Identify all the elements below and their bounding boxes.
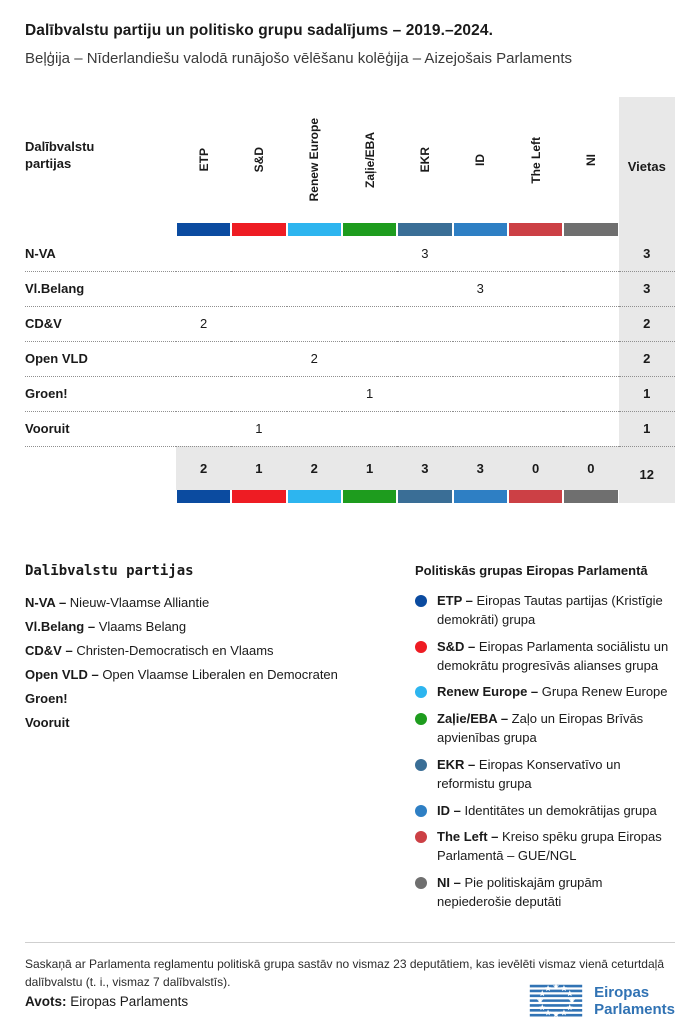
group-color-bar [564,223,617,236]
seat-cell [342,271,397,306]
seat-cell [563,341,618,376]
seat-cell [287,306,342,341]
seat-cell [397,411,452,446]
seats-cell: 1 [619,411,675,446]
seat-cell: 1 [342,376,397,411]
total-cell: 2 [176,446,231,490]
seat-cell [397,306,452,341]
table-row [25,376,675,411]
page-title: Dalībvalstu partiju un politisko grupu sadalījums – 2019.–2024. [25,22,493,39]
group-column-header: NI [583,154,598,166]
footnote-text: Saskaņā ar Parlamenta reglamentu politiskā grupa sastāv no vismaz 23 deputātiem, kas ievēlēti vismaz vienā ceturtdaļā dalībvalstu (t. i., vismaz 7 dalībvalstīs). [25,956,664,989]
seat-cell [176,411,231,446]
seat-cell: 2 [287,341,342,376]
group-header-row [25,97,675,223]
group-color-bar [288,223,341,236]
group-legend-item: The Left – Kreiso spēku grupa Eiropas Parlamentā – GUE/NGL [415,828,675,866]
group-legend-item: ID – Identitātes un demokrātijas grupa [415,802,675,821]
group-column-header: EKR [417,147,432,173]
group-color-dot [415,595,427,607]
legends-section [25,563,675,920]
seat-cell [508,341,563,376]
group-color-dot [415,831,427,843]
parties-legend-heading: Dalībvalstu partijas [25,563,194,579]
group-color-dot [415,641,427,653]
total-cell: 1 [342,446,397,490]
source-value: Eiropas Parlaments [70,993,189,1009]
seat-cell [453,341,508,376]
group-legend-item: EKR – Eiropas Konservatīvo un reformistu grupa [415,756,675,794]
group-color-bar [398,490,451,503]
seat-cell [563,306,618,341]
total-cell: 0 [508,446,563,490]
table-row [25,341,675,376]
table-row [25,271,675,306]
party-legend-item: CD&V – Christen-Democratisch en Vlaams [25,643,274,658]
group-color-dot [415,713,427,725]
party-name: Groen! [25,376,176,411]
group-column-header: ETP [196,148,211,172]
table-row [25,411,675,446]
seats-table [25,97,675,503]
seat-cell [563,411,618,446]
group-column-header: ID [473,154,488,166]
seats-cell: 2 [619,341,675,376]
party-name: Vl.Belang [25,271,176,306]
seat-cell [287,271,342,306]
seat-cell [176,236,231,271]
source-label: Avots: [25,993,67,1009]
group-color-bar [398,223,451,236]
total-cell: 0 [563,446,618,490]
seat-cell: 3 [453,271,508,306]
seat-cell [231,271,286,306]
page-subtitle: Beļģija – Nīderlandiešu valodā runājošo vēlēšanu kolēģija – Aizejošais Parlaments [25,50,572,67]
party-name: Open VLD [25,341,176,376]
seat-cell [563,376,618,411]
seat-cell [397,271,452,306]
group-column-header: S&D [251,147,266,173]
group-color-dot [415,686,427,698]
group-color-bar [454,490,507,503]
european-parliament-logo [527,979,675,1023]
group-legend-item: S&D – Eiropas Parlamenta sociālistu un demokrātu progresīvās alianses grupa [415,638,675,676]
seat-cell [508,376,563,411]
seat-cell [453,306,508,341]
seat-cell [342,236,397,271]
seat-cell [508,306,563,341]
seats-cell: 3 [619,236,675,271]
group-color-bar [177,223,230,236]
group-color-bar [509,223,562,236]
group-color-bar [177,490,230,503]
table-row [25,306,675,341]
party-legend-item: Vl.Belang – Vlaams Belang [25,619,187,634]
groups-legend-heading: Politiskās grupas Eiropas Parlamentā [415,563,648,578]
seat-cell [563,271,618,306]
group-color-bar [288,490,341,503]
parties-legend [25,563,415,920]
corner-label: Dalībvalstu partijas [25,139,95,171]
party-name: N-VA [25,236,176,271]
seat-cell [287,411,342,446]
party-legend-item: Open VLD – Open Vlaamse Liberalen en Democraten [25,667,338,682]
table-row [25,236,675,271]
seat-cell: 1 [231,411,286,446]
group-column-header: The Left [528,136,543,184]
total-seats-cell: 12 [619,446,675,503]
group-color-bar [343,490,396,503]
total-cell: 3 [397,446,452,490]
seat-cell [176,271,231,306]
footer-color-bars [25,490,675,503]
group-color-bar [454,223,507,236]
totals-row [25,446,675,490]
seat-cell: 2 [176,306,231,341]
seat-cell [287,236,342,271]
party-legend-item: N-VA – Nieuw-Vlaamse Alliantie [25,595,210,610]
group-color-bar [232,490,285,503]
group-color-bar [509,490,562,503]
seat-cell [563,236,618,271]
party-legend-item: Groen! [25,691,68,706]
seat-cell [231,306,286,341]
group-color-dot [415,759,427,771]
seats-column-header: Vietas [619,97,675,236]
total-cell: 1 [231,446,286,490]
seat-cell [231,341,286,376]
group-color-dot [415,805,427,817]
seat-cell [453,236,508,271]
group-column-header: Renew Europe [307,118,322,202]
seat-cell [176,376,231,411]
total-cell: 3 [453,446,508,490]
seats-cell: 2 [619,306,675,341]
seat-cell: 3 [397,236,452,271]
party-name: Vooruit [25,411,176,446]
group-color-bar [564,490,617,503]
ep-hemicycle-stars-icon [527,979,585,1023]
group-color-bar [343,223,396,236]
groups-legend [415,563,675,920]
header-color-bars [25,223,675,236]
seat-cell [342,411,397,446]
seat-cell [453,376,508,411]
group-color-bar [232,223,285,236]
seat-cell [397,376,452,411]
seat-cell [508,271,563,306]
party-legend-item: Vooruit [25,715,70,730]
party-name: CD&V [25,306,176,341]
seat-cell [287,376,342,411]
seat-cell [342,341,397,376]
group-legend-item: ETP – Eiropas Tautas partijas (Kristīgie demokrāti) grupa [415,592,675,630]
seats-cell: 3 [619,271,675,306]
seats-cell: 1 [619,376,675,411]
source-line [25,994,188,1009]
group-color-dot [415,877,427,889]
seat-cell [231,376,286,411]
total-cell: 2 [287,446,342,490]
group-legend-item: NI – Pie politiskajām grupām nepiederošie deputāti [415,874,675,912]
seat-cell [453,411,508,446]
seat-cell [176,341,231,376]
seat-cell [508,411,563,446]
seat-cell [342,306,397,341]
group-legend-item: Renew Europe – Grupa Renew Europe [415,683,675,702]
seat-cell [508,236,563,271]
seat-cell [231,236,286,271]
group-column-header: Zaļie/EBA [362,131,377,188]
logo-wordmark: Eiropas Parlaments [594,983,675,1018]
seat-cell [397,341,452,376]
group-legend-item: Zaļie/EBA – Zaļo un Eiropas Brīvās apvienības grupa [415,710,675,748]
footer-bar [25,979,675,1023]
